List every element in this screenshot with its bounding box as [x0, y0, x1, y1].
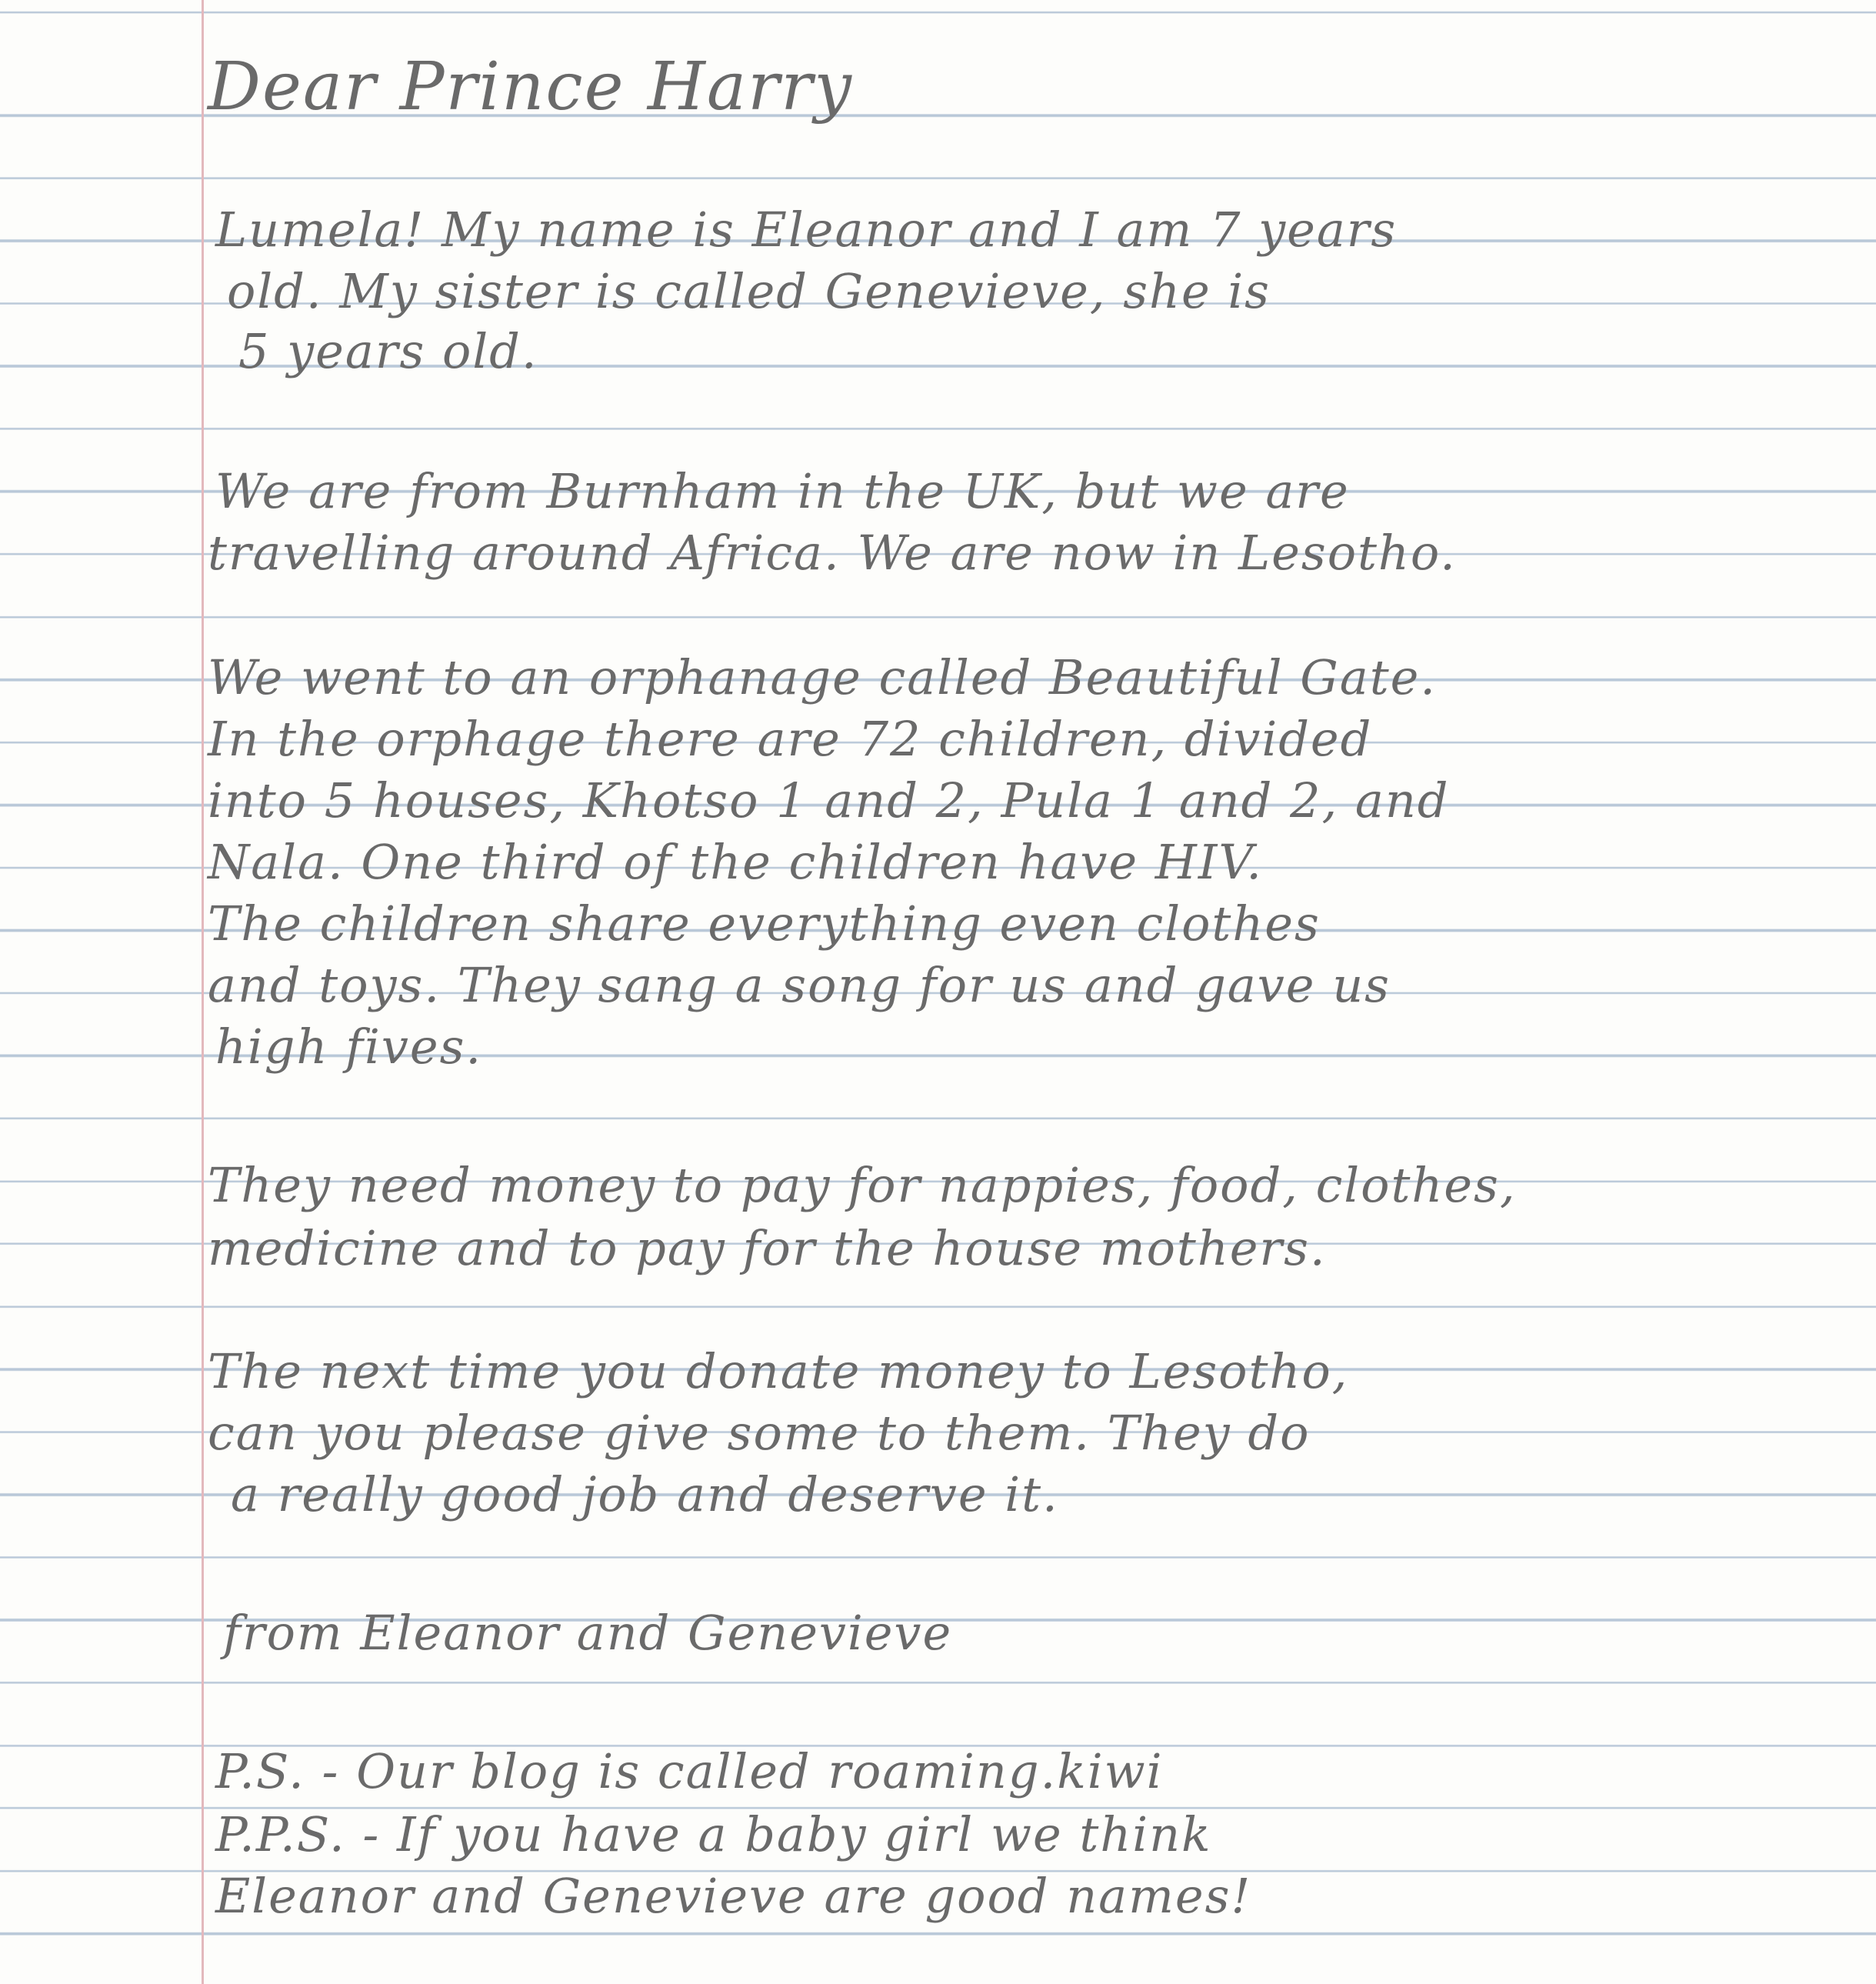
letter-line: into 5 houses, Khotso 1 and 2, Pula 1 and 2, and: [208, 772, 1450, 829]
letter-line: travelling around Africa. We are now in Lesotho.: [208, 525, 1457, 581]
letter-line: a really good job and deserve it.: [231, 1466, 1059, 1522]
postscript-line: P.S. - Our blog is called roaming.kiwi: [215, 1743, 1164, 1799]
postscript-line: P.P.S. - If you have a baby girl we think: [215, 1806, 1212, 1862]
letter-greeting: Dear Prince Harry: [208, 48, 853, 125]
letter-line: Nala. One third of the children have HIV.: [208, 834, 1264, 890]
letter-line: We went to an orphanage called Beautiful Gate.: [208, 649, 1438, 705]
postscript-line: Eleanor and Genevieve are good names!: [215, 1868, 1252, 1924]
letter-line: The next time you donate money to Lesotho,: [208, 1343, 1349, 1399]
letter-signoff: from Eleanor and Genevieve: [223, 1605, 953, 1661]
letter-line: old. My sister is called Genevieve, she is: [227, 263, 1271, 319]
letter-line: and toys. They sang a song for us and gave us: [208, 957, 1391, 1013]
letter-line: They need money to pay for nappies, food, clothes,: [208, 1157, 1517, 1213]
letter-line: 5 years old.: [238, 323, 538, 379]
letter-line: medicine and to pay for the house mothers.: [208, 1220, 1327, 1276]
letter-line: The children share everything even clothes: [208, 895, 1321, 952]
letter-line: Lumela! My name is Eleanor and I am 7 years: [215, 202, 1398, 258]
letter-line: We are from Burnham in the UK, but we are: [215, 463, 1350, 519]
margin-line: [202, 0, 204, 1984]
letter-line: can you please give some to them. They do: [208, 1405, 1311, 1461]
letter-line: high fives.: [215, 1019, 483, 1075]
letter-line: In the orphage there are 72 children, divided: [208, 711, 1373, 767]
